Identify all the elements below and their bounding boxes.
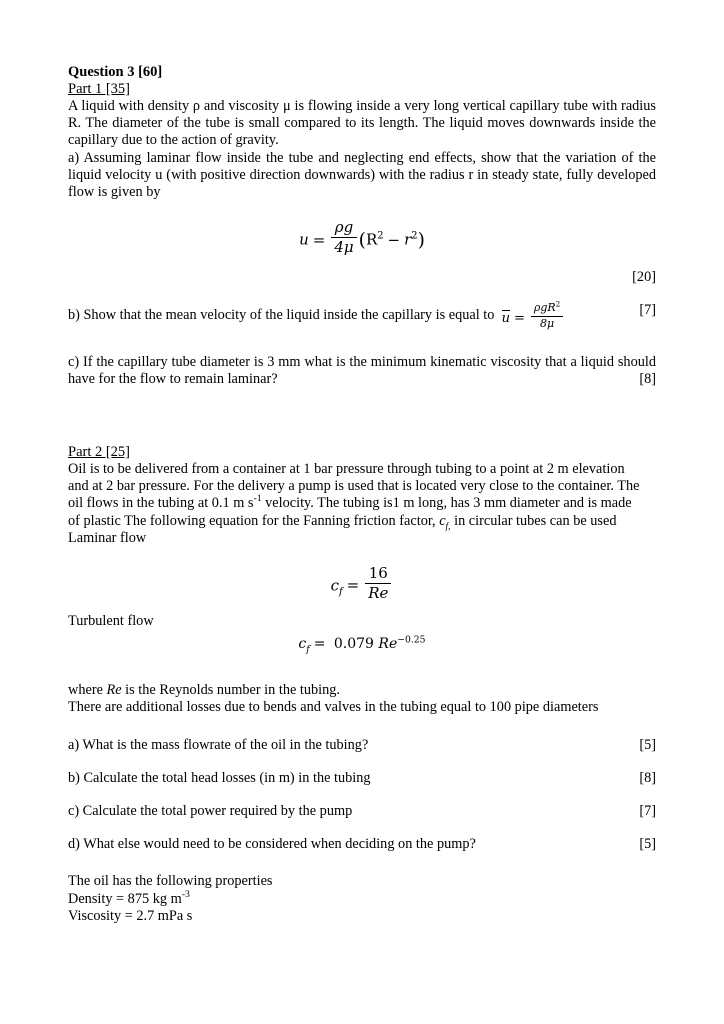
eq-b-numerator-R-exponent: 2	[555, 299, 561, 309]
part-1-heading	[68, 81, 656, 98]
eq-laminar-numerator: 16	[365, 565, 391, 584]
equation-velocity-profile	[68, 219, 656, 255]
eq-a-numerator: ρg	[331, 219, 356, 238]
part-2-intro-text-3b: velocity. The tubing is1 m long, has 3 mm diameter and is made	[261, 495, 632, 512]
eq-a-term1-base: R	[365, 230, 378, 249]
part-1-question-c: c) If the capillary tube diameter is 3 mm what is the minimum kinematic viscosity that a liquid should have for the flow to remain laminar?	[68, 353, 656, 387]
eq-a-term2-base: r	[404, 230, 412, 249]
marks-question-2d: [5]	[639, 836, 656, 853]
part-2-intro-line-3	[68, 495, 656, 512]
marks-question-2a: [5]	[639, 736, 656, 753]
part-2-question-d-text: d) What else would need to be considered when deciding on the pump?	[68, 836, 476, 853]
part-2-question-b-row	[68, 770, 656, 787]
marks-question-2b: [8]	[639, 769, 656, 786]
eq-laminar-fraction	[363, 565, 393, 601]
part-2-heading	[68, 444, 656, 461]
part-1-intro-paragraph: A liquid with density ρ and viscosity μ is flowing inside a very long vertical capillary tube with radius R. The diameter of the tube is small compared to its length. The liquid moves downwards inside the capillary due to the action of gravity.	[68, 98, 656, 149]
reynolds-symbol: Re	[106, 682, 122, 699]
reynolds-note-line-1	[68, 682, 656, 699]
part-2-intro-line-4	[68, 513, 656, 530]
eq-b-equals: =	[513, 310, 525, 326]
part-2-question-a-text: a) What is the mass flowrate of the oil in the tubing?	[68, 736, 369, 753]
part-2-question-c-text: c) Calculate the total power required by the pump	[68, 803, 353, 820]
part-2-intro-text-1: Oil is to be delivered from a container at 1 bar pressure through tubing to a point at 2 m elevation	[68, 461, 625, 478]
part-2-question-a-row	[68, 737, 656, 754]
friction-factor-subscript: f,	[445, 521, 451, 532]
eq-laminar-denominator: Re	[368, 583, 389, 602]
eq-laminar-lhs-subscript: f	[339, 586, 343, 598]
marks-question-1c: [8]	[639, 370, 656, 387]
oil-density-value	[68, 888, 656, 908]
turbulent-flow-label: Turbulent flow	[68, 613, 154, 630]
part-1-question-b-row	[68, 299, 656, 330]
marks-question-1b: [7]	[639, 302, 656, 319]
exam-page	[68, 64, 656, 925]
oil-density-unit-exponent: -3	[181, 888, 190, 900]
reynolds-note-text-b: is the Reynolds number in the tubing.	[121, 682, 340, 699]
part-2-question-c-row	[68, 803, 656, 820]
eq-a-term1-exponent: 2	[377, 230, 384, 242]
part-2-intro-text-3a: oil flows in the tubing at 0.1 m s	[68, 495, 254, 512]
part-2-intro-text-2: and at 2 bar pressure. For the delivery a pump is used that is located very close to the container. The	[68, 478, 640, 495]
part-2-intro-line-2	[68, 478, 656, 495]
eq-turbulent-lhs-subscript: f	[306, 644, 310, 656]
part-1-question-a: a) Assuming laminar flow inside the tube and neglecting end effects, show that the variation of the liquid velocity u (with positive direction downwards) with the radius r in steady state, fully developed flow is given by	[68, 149, 656, 201]
equation-turbulent-friction-factor	[68, 634, 656, 656]
friction-factor-symbol: c	[439, 512, 446, 529]
part-2-question-d-row	[68, 836, 656, 853]
page-title: Question 3 [60]	[68, 64, 163, 80]
part-2-heading-label: Part 2 [25]	[68, 444, 131, 461]
marks-question-2c: [7]	[639, 803, 656, 820]
eq-a-denominator: 4μ	[334, 237, 354, 256]
eq-b-numerator-rho-g: ρg	[533, 301, 548, 315]
additional-losses-note: There are additional losses due to bends and valves in the tubing equal to 100 pipe diameters	[68, 699, 599, 716]
eq-laminar-lhs-base: c	[330, 576, 339, 595]
eq-b-lhs: u	[501, 310, 510, 326]
eq-a-minus: −	[387, 230, 401, 249]
oil-density-label: Density = 875 kg m	[68, 890, 182, 907]
eq-a-equals: =	[312, 230, 326, 249]
marks-question-1a: [20]	[632, 269, 656, 286]
equation-laminar-friction-factor	[68, 565, 656, 601]
eq-a-term2-exponent: 2	[411, 230, 418, 242]
part-1-question-c-row	[68, 354, 656, 388]
eq-turbulent-lhs-base: c	[298, 636, 307, 653]
eq-a-fraction	[329, 219, 358, 255]
eq-turbulent-variable: Re	[378, 636, 398, 653]
eq-b-denominator: 8μ	[540, 316, 555, 330]
part-2-question-b-text: b) Calculate the total head losses (in m) in the tubing	[68, 769, 371, 786]
eq-a-close-paren: )	[417, 230, 425, 252]
part-2-intro-line-1	[68, 461, 656, 478]
velocity-unit-exponent: -1	[253, 493, 262, 505]
oil-viscosity-value: Viscosity = 2.7 mPa s	[68, 907, 193, 924]
eq-laminar-equals: =	[346, 576, 360, 595]
eq-b-numerator-R: R	[547, 301, 556, 315]
part-2-intro-text-4b: in circular tubes can be used	[450, 512, 617, 529]
equation-mean-velocity	[501, 299, 566, 330]
oil-properties-heading: The oil has the following properties	[68, 873, 273, 890]
eq-turbulent-equals: =	[313, 636, 326, 653]
reynolds-note-text-a: where	[68, 682, 107, 699]
laminar-flow-label: Laminar flow	[68, 529, 147, 546]
eq-a-open-paren: (	[358, 230, 366, 252]
part-1-question-b-text: b) Show that the mean velocity of the liquid inside the capillary is equal to	[68, 307, 495, 324]
part-1-heading-label: Part 1 [35]	[68, 81, 131, 97]
eq-turbulent-exponent: −0.25	[397, 634, 426, 646]
eq-a-lhs: u	[299, 230, 309, 249]
part-2-intro-text-4a: of plastic The following equation for the Fanning friction factor,	[68, 512, 440, 529]
eq-turbulent-coefficient: 0.079	[333, 636, 374, 653]
eq-b-fraction	[529, 299, 565, 330]
